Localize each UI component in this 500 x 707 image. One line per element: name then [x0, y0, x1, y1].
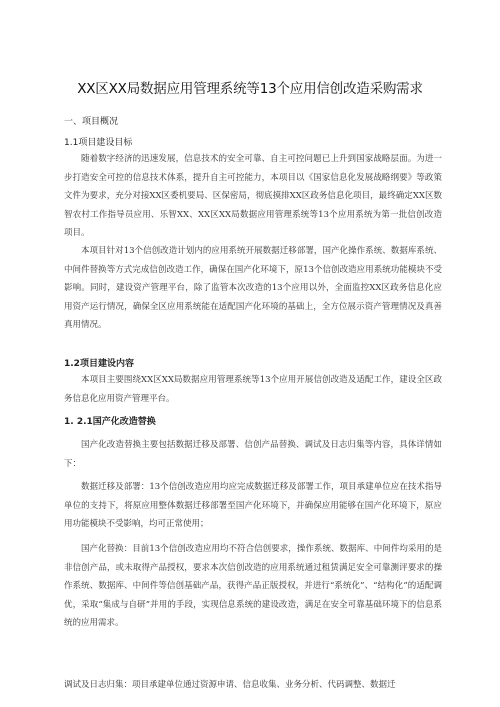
- paragraph-content: 本项目主要围绕XX区XX局数据应用管理系统等13个应用开展信创改造及适配工作，建设全区政务信息化应用资产管理平台。: [64, 375, 442, 404]
- section-heading-overview: 一、项目概况: [64, 117, 119, 127]
- paragraph-replacement-intro: 国产化改造替换主要包括数据迁移及部署、信创产品替换、调试及日志归集等内容，具体详情如下：: [64, 440, 442, 469]
- section-heading-replacement-text: 1. 2.1国产化改造替换: [64, 417, 156, 427]
- document-title: XX区XX局数据应用管理系统等13个应用信创改造采购需求: [77, 81, 423, 97]
- paragraph-localization: 国产化替换：目前13个信创改造应用均不符合信创要求，操作系统、数据库、中间件均采用的是非信创产品，或未取得产品授权，要求本次信创改造的应用系统通过租赁满足安全可靠测评要求的操作系统、数据库、中间件等信创基础产品，获得产品正版授权，并进行“系统化”、“结构化”的适配调优，采取“集成与自研”并用的手段，实现信息系统的建设改造，满足在安全可靠基础环境下的信息系统的应用需求。: [64, 544, 442, 629]
- section-heading-content: 1.2项目建设内容: [64, 359, 134, 369]
- paragraph-objective: 本项目针对13个信创改造计划内的应用系统开展数据迁移部署，国产化操作系统、数据库系统、中间件替换等方式完成信创改造工作，确保在国产化环境下，原13个信创改造应用系统功能模块不受影响。同时，建设资产管理平台，除了监管本次改造的13个应用以外，全面监控XX区政务信息化应用资产运行情况，确保全区应用系统能在适配国产化环境的基础上，全方位展示资产管理情况及真善真用情况。: [64, 246, 442, 331]
- section-heading-replacement: [64, 414, 156, 427]
- paragraph-background: 随着数字经济的迅速发展，信息技术的安全可靠、自主可控问题已上升到国家战略层面。为进一步打造安全可控的信息技术体系，提升自主可控能力，本项目以《国家信息化发展战略纲要》等政策文件为要求，充分对接XX区委机要局、区保密局，彻底摸排XX区政务信息化项目，最终确定XX区数智农村工作指导员应用、乐智XX、XX区XX局数据应用管理系统等13个应用系统为第一批信创改造项目。: [64, 154, 442, 239]
- paragraph-debug-logs: 调试及日志归集：项目承建单位通过资源申请、信息收集、业务分析、代码调整、数据迁: [64, 680, 396, 690]
- section-heading-goal: 1.1项目建设目标: [64, 138, 133, 148]
- paragraph-data-migration: 数据迁移及部署：13个信创改造应用均应完成数据迁移及部署工作，项目承建单位应在技术指导单位的支持下，将原应用整体数据迁移部署至国产化环境下，并确保应用能够在国产化环境下，原应用功能模块不受影响，均可正常使用；: [64, 482, 442, 530]
